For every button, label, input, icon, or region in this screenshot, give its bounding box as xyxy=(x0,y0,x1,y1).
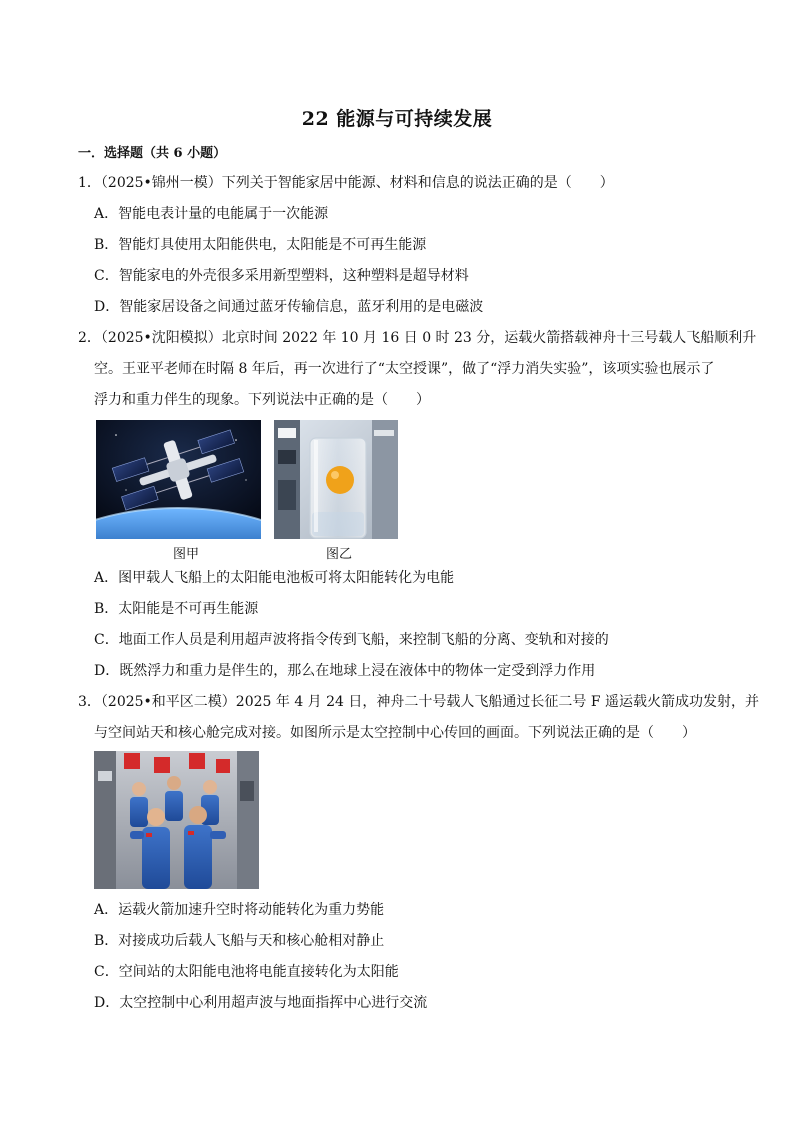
question-3-option-b: B．对接成功后载人飞船与天和核心舱相对静止 xyxy=(94,933,385,949)
floating-ball-illustration xyxy=(274,420,398,539)
question-1-option-c: C．智能家电的外壳很多采用新型塑料，这种塑料是超导材料 xyxy=(94,268,469,284)
figure-astronauts-image xyxy=(94,751,259,889)
question-1-option-d: D．智能家居设备之间通过蓝牙传输信息，蓝牙利用的是电磁波 xyxy=(94,299,484,315)
question-3-option-a: A．运载火箭加速升空时将动能转化为重力势能 xyxy=(94,902,385,918)
question-3-stem-line-2: 与空间站天和核心舱完成对接。如图所示是太空控制中心传回的画面。下列说法正确的是（ ） xyxy=(94,725,696,741)
figure-caption-b: 图乙 xyxy=(326,547,353,562)
question-2-option-a: A．图甲载人飞船上的太阳能电池板可将太阳能转化为电能 xyxy=(94,570,455,586)
question-2-stem-line-3: 浮力和重力伴生的现象。下列说法中正确的是（ ） xyxy=(94,392,430,408)
page-title: 22 能源与可持续发展 xyxy=(301,108,493,130)
figure-caption-a: 图甲 xyxy=(173,547,200,562)
question-2-stem-line-1: 2．（2025•沈阳模拟）北京时间 2022 年 10 月 16 日 0 时 23 分，运载火箭搭载神舟十三号载人飞船顺利升 xyxy=(78,330,757,346)
astronauts-illustration xyxy=(94,751,259,889)
question-1-option-a: A．智能电表计量的电能属于一次能源 xyxy=(94,206,329,222)
question-2-option-b: B．太阳能是不可再生能源 xyxy=(94,601,259,617)
question-1-stem: 1．（2025•锦州一模）下列关于智能家居中能源、材料和信息的说法正确的是（ ） xyxy=(78,175,614,191)
question-2-option-c: C．地面工作人员是利用超声波将指令传到飞船，来控制飞船的分离、变轨和对接的 xyxy=(94,632,609,648)
space-station-illustration xyxy=(96,420,261,539)
section-heading: 一．选择题（共 6 小题） xyxy=(78,146,227,161)
question-3-option-d: D．太空控制中心利用超声波与地面指挥中心进行交流 xyxy=(94,995,428,1011)
question-3-stem-line-1: 3．（2025•和平区二模）2025 年 4 月 24 日，神舟二十号载人飞船通过长征二号 F 遥运载火箭成功发射，并 xyxy=(78,694,760,710)
figure-space-station-image xyxy=(96,420,261,539)
question-3-option-c: C．空间站的太阳能电池将电能直接转化为太阳能 xyxy=(94,964,399,980)
question-1-option-b: B．智能灯具使用太阳能供电，太阳能是不可再生能源 xyxy=(94,237,427,253)
question-2-option-d: D．既然浮力和重力是伴生的，那么在地球上浸在液体中的物体一定受到浮力作用 xyxy=(94,663,596,679)
question-2-stem-line-2: 空。王亚平老师在时隔 8 年后，再一次进行了“太空授课”，做了“浮力消失实验”，该项实验也展示了 xyxy=(94,361,715,377)
figure-floating-ball-image xyxy=(274,420,398,539)
